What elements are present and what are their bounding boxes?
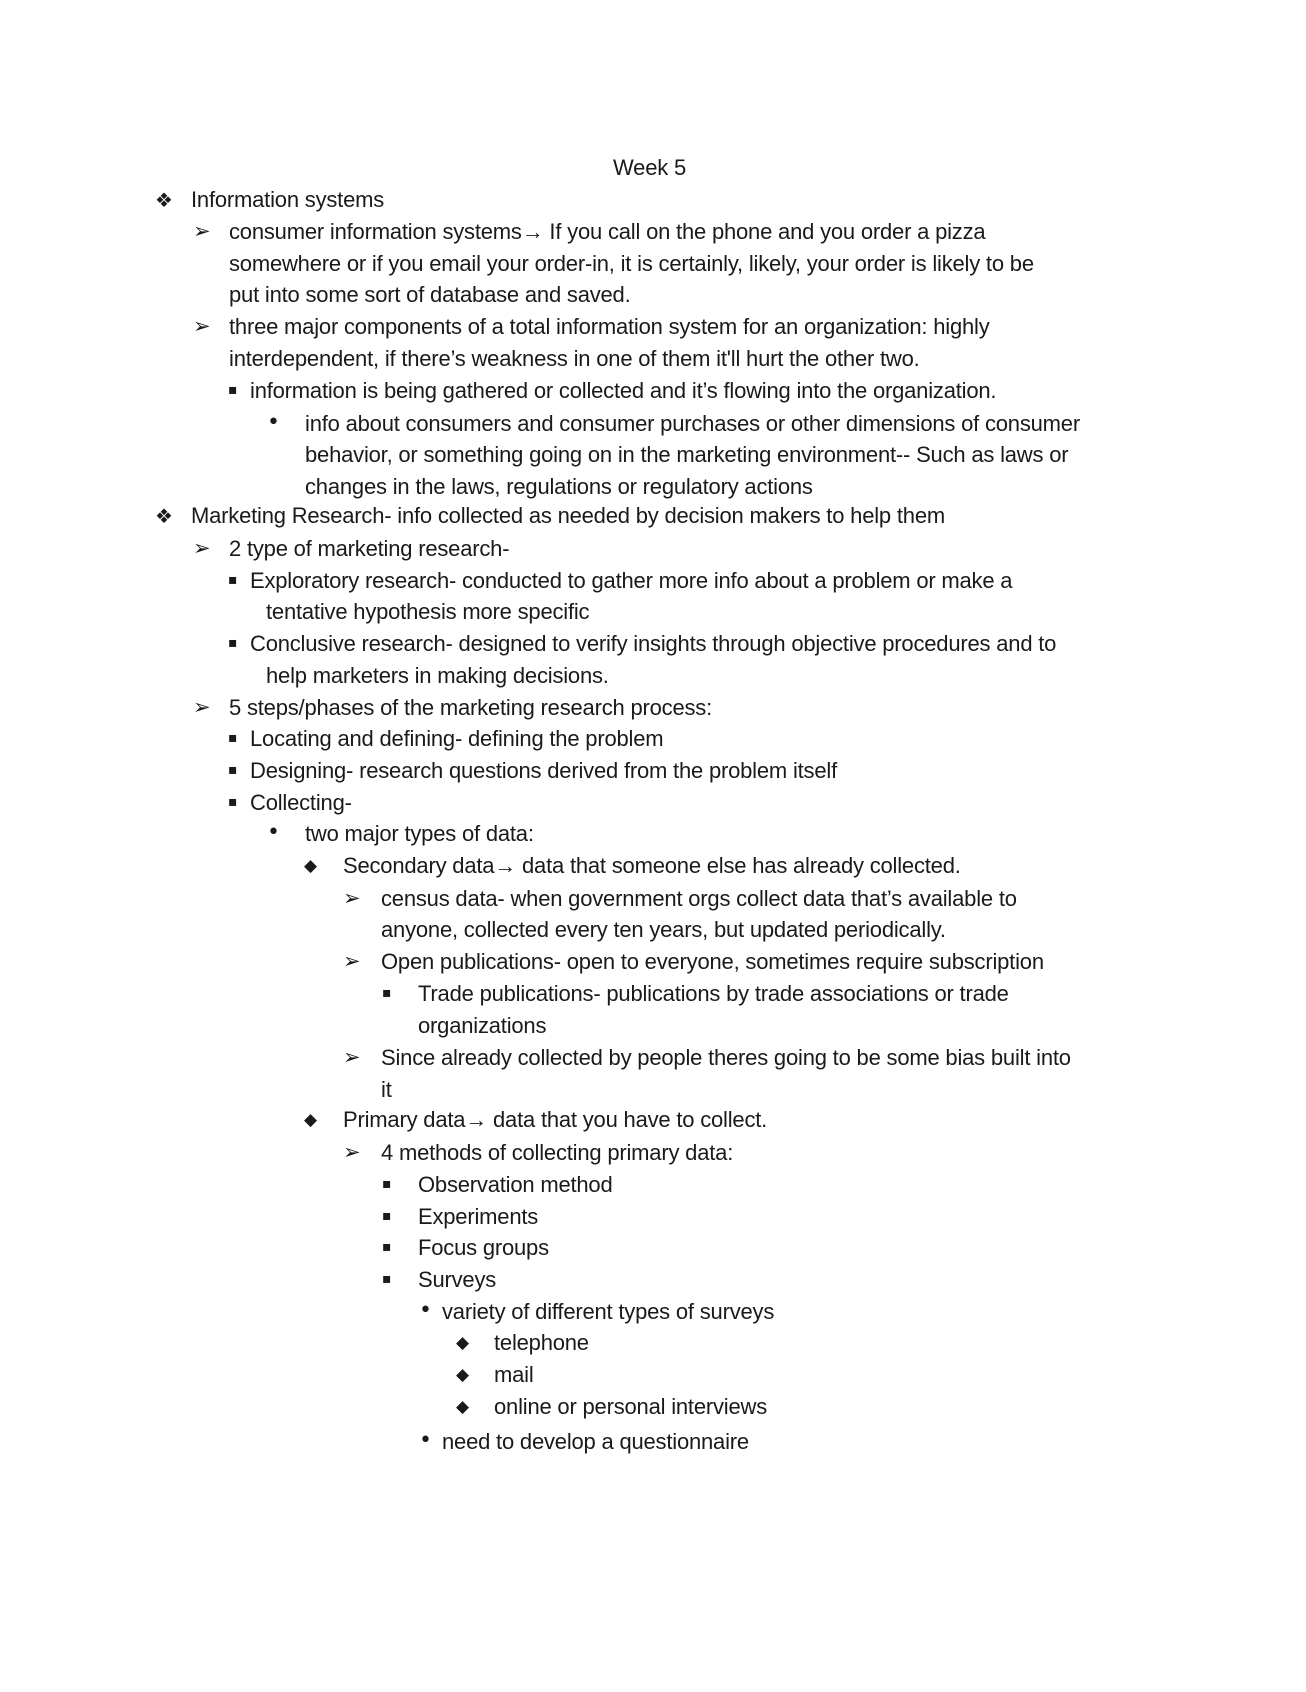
square-bullet-icon: ▪: [382, 1176, 392, 1192]
square-bullet-icon: ▪: [228, 635, 238, 651]
dot-bullet-icon: •: [419, 1428, 432, 1453]
list-item-collecting: Collecting-: [250, 790, 352, 815]
arrow-bullet-icon: ➢: [193, 314, 211, 338]
list-item-info-about-consumers: info about consumers and consumer purchases or other dimensions of consumer: [305, 411, 1080, 436]
list-item-census-data: census data- when government orgs collect data that’s available to: [381, 886, 1017, 911]
list-item-continuation: interdependent, if there’s weakness in one of them it'll hurt the other two.: [229, 346, 920, 371]
list-item-continuation: organizations: [418, 1013, 547, 1038]
diamond-bullet-icon: ◆: [456, 1397, 470, 1417]
square-bullet-icon: ▪: [382, 985, 392, 1001]
list-item-continuation: somewhere or if you email your order-in, it is certainly, likely, your order is likely to be: [229, 251, 1034, 276]
diamond-bullet-icon: ◆: [456, 1333, 470, 1353]
square-bullet-icon: ▪: [228, 572, 238, 588]
page-title: Week 5: [613, 155, 686, 180]
list-item-three-components: three major components of a total information system for an organization: highly: [229, 314, 990, 339]
dot-bullet-icon: •: [267, 820, 280, 845]
four-diamonds-bullet-icon: ❖: [155, 188, 173, 212]
arrow-bullet-icon: ➢: [343, 949, 361, 973]
list-item-questionnaire: need to develop a questionnaire: [442, 1429, 749, 1454]
list-item-observation-method: Observation method: [418, 1172, 613, 1197]
list-item-consumer-information-systems: consumer information systems→ If you call on the phone and you order a pizza: [229, 219, 986, 244]
square-bullet-icon: ▪: [228, 730, 238, 746]
diamond-bullet-icon: ◆: [456, 1365, 470, 1385]
arrow-bullet-icon: ➢: [193, 695, 211, 719]
list-item-experiments: Experiments: [418, 1204, 539, 1229]
list-item-continuation: it: [381, 1077, 392, 1102]
list-item-two-types-of-data: two major types of data:: [305, 821, 534, 846]
arrow-bullet-icon: ➢: [193, 219, 211, 243]
square-bullet-icon: ▪: [228, 794, 238, 810]
list-item-exploratory-research: Exploratory research- conducted to gather more info about a problem or make a: [250, 568, 1013, 593]
list-item-continuation: help marketers in making decisions.: [266, 663, 609, 688]
square-bullet-icon: ▪: [228, 762, 238, 778]
square-bullet-icon: ▪: [382, 1208, 392, 1224]
list-item-telephone: telephone: [494, 1330, 589, 1355]
list-item-mail: mail: [494, 1362, 534, 1387]
list-item-primary-data: Primary data→ data that you have to collect.: [343, 1107, 768, 1132]
list-item-online-or-personal-interviews: online or personal interviews: [494, 1394, 768, 1419]
list-item-secondary-data: Secondary data→ data that someone else has already collected.: [343, 853, 961, 878]
diamond-bullet-icon: ◆: [304, 1110, 318, 1130]
square-bullet-icon: ▪: [228, 382, 238, 398]
section-heading-marketing-research: Marketing Research- info collected as needed by decision makers to help them: [191, 503, 945, 528]
list-item-surveys: Surveys: [418, 1267, 497, 1292]
list-item-locating-defining: Locating and defining- defining the problem: [250, 726, 664, 751]
list-item-continuation: changes in the laws, regulations or regulatory actions: [305, 474, 813, 499]
list-item-focus-groups: Focus groups: [418, 1235, 549, 1260]
arrow-bullet-icon: ➢: [193, 536, 211, 560]
list-item-trade-publications: Trade publications- publications by trade associations or trade: [418, 981, 1009, 1006]
list-item-continuation: tentative hypothesis more specific: [266, 599, 590, 624]
arrow-bullet-icon: ➢: [343, 886, 361, 910]
list-item-types-of-research: 2 type of marketing research-: [229, 536, 510, 561]
list-item-continuation: put into some sort of database and saved.: [229, 282, 631, 307]
list-item-information-gathered: information is being gathered or collected and it’s flowing into the organization.: [250, 378, 997, 403]
list-item-variety-of-surveys: variety of different types of surveys: [442, 1299, 775, 1324]
diamond-bullet-icon: ◆: [304, 856, 318, 876]
arrow-bullet-icon: ➢: [343, 1045, 361, 1069]
list-item-bias: Since already collected by people theres going to be some bias built into: [381, 1045, 1071, 1070]
list-item-designing: Designing- research questions derived from the problem itself: [250, 758, 837, 783]
arrow-bullet-icon: ➢: [343, 1140, 361, 1164]
dot-bullet-icon: •: [267, 410, 280, 435]
four-diamonds-bullet-icon: ❖: [155, 504, 173, 528]
section-heading-information-systems: Information systems: [191, 187, 385, 212]
list-item-conclusive-research: Conclusive research- designed to verify insights through objective procedures and to: [250, 631, 1057, 656]
dot-bullet-icon: •: [419, 1298, 432, 1323]
list-item-five-steps: 5 steps/phases of the marketing research process:: [229, 695, 713, 720]
square-bullet-icon: ▪: [382, 1239, 392, 1255]
list-item-continuation: anyone, collected every ten years, but updated periodically.: [381, 917, 946, 942]
square-bullet-icon: ▪: [382, 1271, 392, 1287]
list-item-continuation: behavior, or something going on in the marketing environment-- Such as laws or: [305, 442, 1069, 467]
list-item-four-methods: 4 methods of collecting primary data:: [381, 1140, 734, 1165]
list-item-open-publications: Open publications- open to everyone, sometimes require subscription: [381, 949, 1044, 974]
